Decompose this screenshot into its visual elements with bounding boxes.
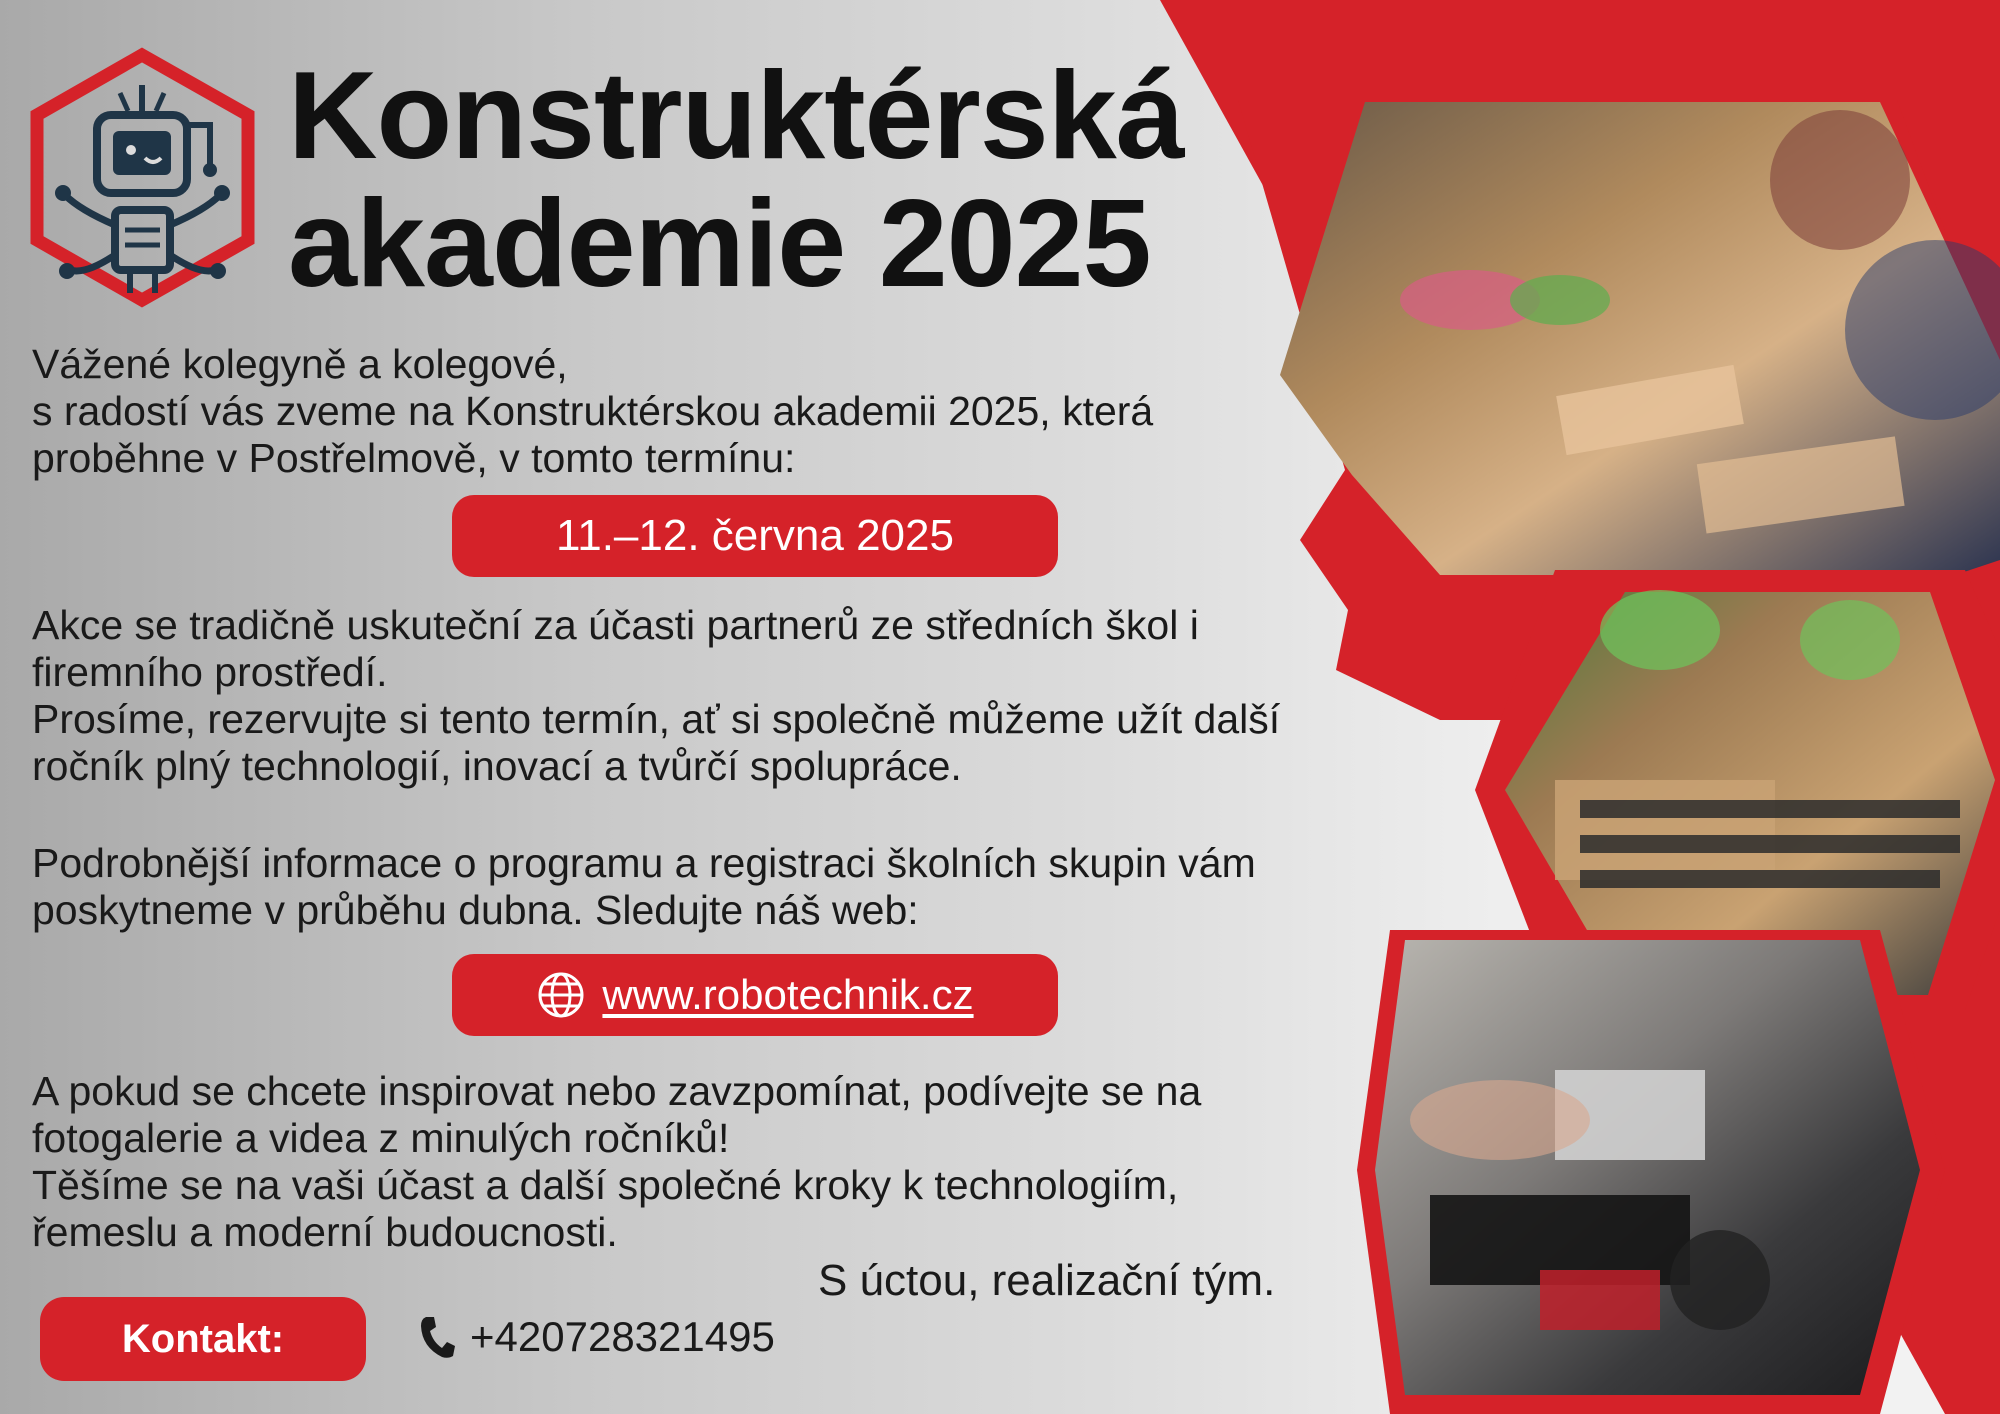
website-link[interactable]: www.robotechnik.cz: [602, 971, 974, 1018]
phone-contact[interactable]: [418, 1313, 775, 1361]
event-info-line-3: Prosíme, rezervujte si tento termín, ať si společně můžeme užít další: [32, 696, 1281, 742]
contact-badge: [40, 1297, 366, 1381]
signature: S úctou, realizační tým.: [818, 1256, 1276, 1305]
intro-paragraph: [32, 341, 1153, 482]
intro-line-2: s radostí vás zveme na Konstruktérskou akademii 2025, která: [32, 388, 1154, 434]
website-badge[interactable]: [452, 954, 1058, 1036]
details-paragraph: [32, 840, 1256, 934]
event-info-line-2: firemního prostředí.: [32, 649, 388, 695]
closing-line-1: A pokud se chcete inspirovat nebo zavzpomínat, podívejte se na: [32, 1068, 1202, 1114]
intro-line-1: Vážené kolegyně a kolegové,: [32, 341, 568, 387]
closing-line-3: Těšíme se na vaši účast a další společné kroky k technologiím,: [32, 1162, 1179, 1208]
date-badge-label: 11.–12. června 2025: [556, 511, 954, 560]
event-info-line-1: Akce se tradičně uskuteční za účasti partnerů ze středních škol i: [32, 602, 1199, 648]
closing-paragraph: [32, 1068, 1201, 1256]
phone-icon: [418, 1314, 456, 1360]
event-info-paragraph: [32, 602, 1280, 790]
closing-line-2: fotogalerie a videa z minulých ročníků!: [32, 1115, 730, 1161]
event-info-line-4: ročník plný technologií, inovací a tvůrčí spolupráce.: [32, 743, 962, 789]
robot-logo-icon: [25, 45, 260, 310]
details-line-1: Podrobnější informace o programu a registraci školních skupin vám: [32, 840, 1256, 886]
title-line-2: akademie 2025: [288, 175, 1151, 313]
globe-icon: [536, 970, 586, 1020]
closing-line-4: řemeslu a moderní budoucnosti.: [32, 1209, 618, 1255]
photo-hexagon-3: [1357, 930, 1945, 1414]
title-line-1: Konstruktérská: [288, 47, 1184, 185]
details-line-2: poskytneme v průběhu dubna. Sledujte náš web:: [32, 887, 919, 933]
contact-label: Kontakt:: [121, 1316, 285, 1361]
date-badge: [452, 495, 1058, 577]
intro-line-3: proběhne v Postřelmově, v tomto termínu:: [32, 435, 796, 481]
page-title: [288, 47, 1184, 313]
phone-number[interactable]: +420728321495: [470, 1313, 775, 1360]
